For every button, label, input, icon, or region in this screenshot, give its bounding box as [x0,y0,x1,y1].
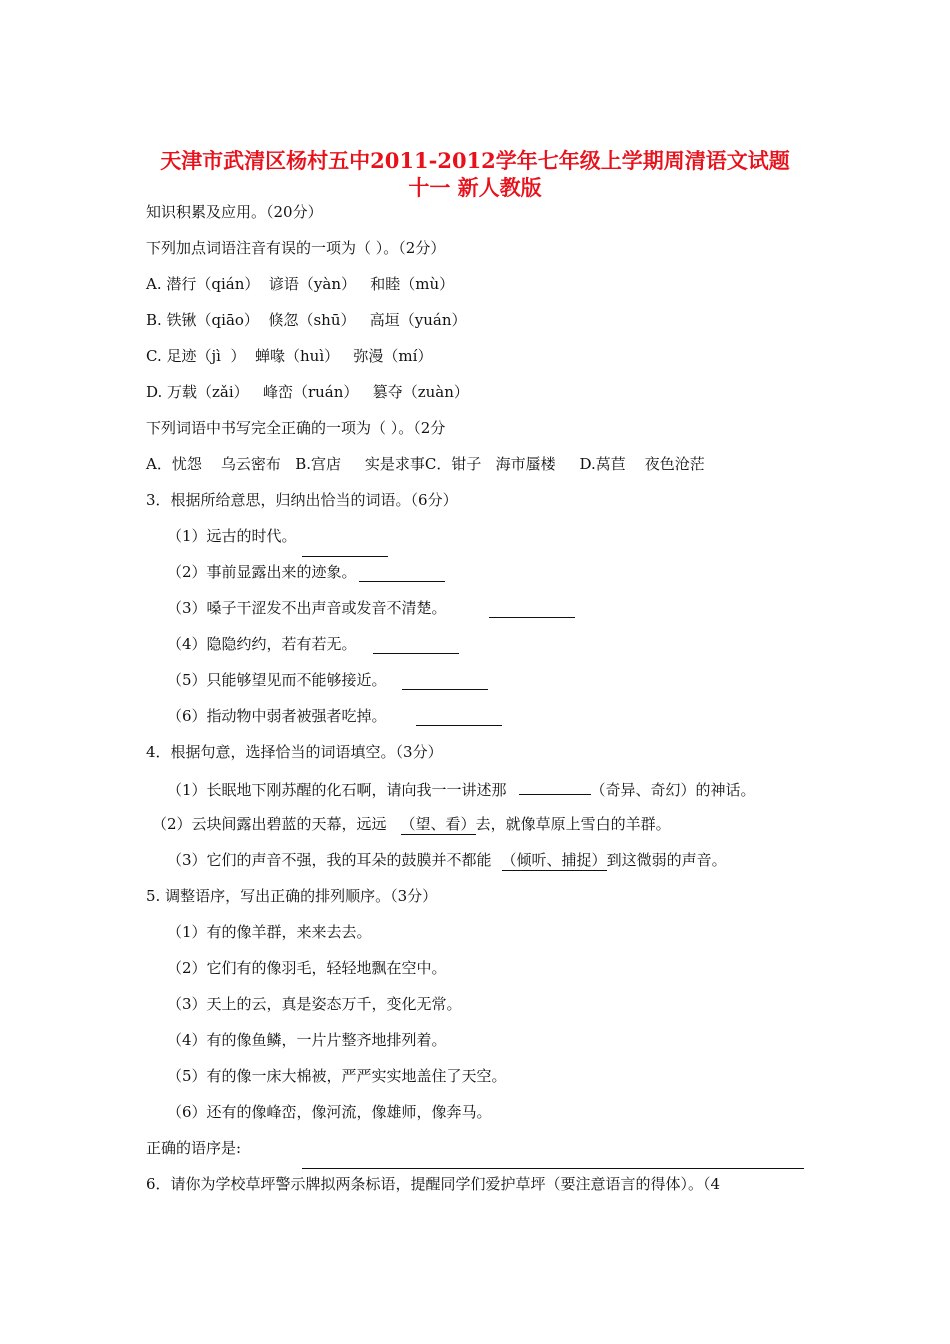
title-line-1: 天津市武清区杨村五中2011-2012学年七年级上学期周清语文试题 [160,148,790,173]
q3-item-3: （3）嗓子干涩发不出声音或发音不清楚。 [167,599,447,617]
q4-item-2-text-after: 去，就像草原上雪白的羊群。 [475,815,671,833]
q4-item-3 [167,850,727,870]
q5-answer-label: 正确的语序是: [146,1139,242,1157]
section-heading: 知识积累及应用。（20分） [146,203,323,221]
q3-answer-blank-1[interactable] [302,556,388,557]
q5-stem: 5. 调整语序，写出正确的排列顺序。（3分） [146,887,438,905]
q5-item-2: （2）它们有的像羽毛，轻轻地飘在空中。 [167,959,447,977]
q4-item-1 [167,778,756,800]
q6-stem: 6．请你为学校草坪警示牌拟两条标语，提醒同学们爱护草坪（要注意语言的得体）。（4 [146,1175,721,1193]
q3-answer-blank-5[interactable] [402,689,488,690]
q5-item-5: （5）有的像一床大棉被，严严实实地盖住了天空。 [167,1067,507,1085]
title-line-2: 十一 新人教版 [408,175,542,200]
q5-item-6: （6）还有的像峰峦，像河流，像雄师，像奔马。 [167,1103,492,1121]
q3-stem: 3．根据所给意思，归纳出恰当的词语。（6分） [146,491,458,509]
q3-item-1: （1）远古的时代。 [167,527,297,545]
q4-answer-blank-3[interactable]: （倾听、捕捉） [501,851,607,869]
q1-option-d: D. 万载（zǎi） 峰峦（ruán） 篡夺（zuàn） [146,383,469,401]
q1-stem: 下列加点词语注音有误的一项为（ ）。（2分） [146,239,446,257]
q1-option-b: B. 铁锹（qiāo） 倏忽（shū） 高垣（yuán） [146,311,467,329]
q3-item-2: （2）事前显露出来的迹象。 [167,563,357,581]
q2-stem: 下列词语中书写完全正确的一项为（ ）。（2分 [146,419,446,437]
q3-answer-blank-2[interactable] [359,581,445,582]
q5-answer-blank[interactable] [302,1168,804,1169]
q3-answer-blank-6[interactable] [416,725,502,726]
q4-answer-blank-1[interactable] [519,778,591,795]
q4-item-1-text-before: （1）长眠地下刚苏醒的化石啊，请向我一一讲述那 [167,781,507,799]
q5-item-3: （3）天上的云，真是姿态万千，变化无常。 [167,995,462,1013]
q4-item-1-text-after: （奇异、奇幻）的神话。 [590,781,756,799]
q4-item-3-text-before: （3）它们的声音不强，我的耳朵的鼓膜并不都能 [167,851,492,869]
q3-item-5: （5）只能够望见而不能够接近。 [167,671,387,689]
q4-answer-blank-2[interactable]: （望、看） [400,815,476,833]
q3-item-4: （4）隐隐约约，若有若无。 [167,635,357,653]
q2-options: A．忧怨 乌云密布 B.宫店 实是求事C．钳子 海市蜃楼 D.莴苣 夜色沧茫 [146,455,705,473]
q3-item-6: （6）指动物中弱者被强者吃掉。 [167,707,387,725]
q4-item-2-text-before: （2）云块间露出碧蓝的天幕，远远 [152,815,387,833]
q1-option-a: A. 潜行（qián） 谚语（yàn） 和睦（mù） [146,275,455,293]
q4-item-2 [152,814,671,834]
q3-answer-blank-3[interactable] [489,617,575,618]
q5-item-4: （4）有的像鱼鳞，一片片整齐地排列着。 [167,1031,447,1049]
q1-option-c: C. 足迹（jì ） 蝉喙（huì） 弥漫（mí） [146,347,433,365]
q5-item-1: （1）有的像羊群，来来去去。 [167,923,372,941]
q3-answer-blank-4[interactable] [373,653,459,654]
q4-item-3-text-after: 到这微弱的声音。 [606,851,727,869]
q4-stem: 4．根据句意，选择恰当的词语填空。（3分） [146,743,443,761]
